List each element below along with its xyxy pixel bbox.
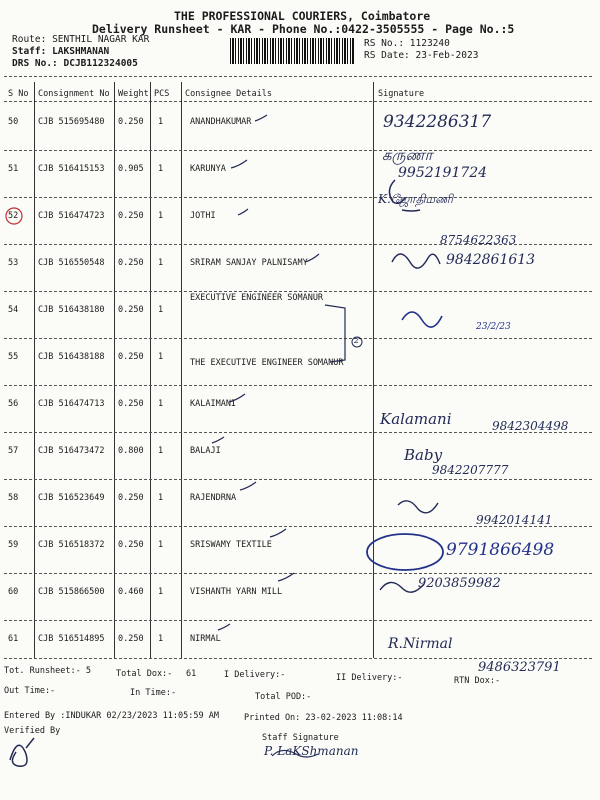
ii-delivery: II Delivery:- [336, 673, 403, 683]
row-weight: 0.250 [118, 634, 144, 644]
handwritten-date: 23/2/23 [476, 322, 511, 332]
col-consignee: Consignee Details [185, 89, 272, 99]
row-consignment: CJB 516438180 [38, 305, 105, 315]
handwritten-phone: 9842207777 [432, 463, 509, 477]
row-pcs: 1 [158, 399, 164, 409]
row-consignee: NIRMAL [190, 634, 221, 644]
rs-no-value: 1123240 [409, 38, 450, 49]
staff-signature-label: Staff Signature [262, 733, 339, 743]
footer-rule [4, 658, 592, 659]
col-sno: S No [8, 89, 29, 99]
handwritten-phone: 9203859982 [418, 576, 501, 591]
row-sno: 60 [8, 587, 19, 597]
handwritten-phone: 9342286317 [383, 112, 492, 132]
row-sno: 51 [8, 164, 19, 174]
row-consignee: KARUNYA [190, 164, 226, 174]
row-pcs: 1 [158, 446, 164, 456]
row-pcs: 1 [158, 540, 164, 550]
row-consignment: CJB 516438188 [38, 352, 105, 362]
total-dox-value: 61 [186, 669, 197, 679]
row-consignee: SRIRAM SANJAY PALNISAMY [190, 258, 308, 268]
handwritten-name: Kalamani [380, 410, 452, 428]
row-consignment: CJB 516474713 [38, 399, 105, 409]
row-weight: 0.250 [118, 117, 144, 127]
row-sno: 50 [8, 117, 19, 127]
row-weight: 0.460 [118, 587, 144, 597]
row-weight: 0.250 [118, 399, 144, 409]
row-sno: 56 [8, 399, 19, 409]
route-label: Route: [12, 34, 47, 45]
row-consignee: EXECUTIVE ENGINEER SOMANUR [190, 293, 324, 303]
row-weight: 0.250 [118, 493, 144, 503]
row-pcs: 1 [158, 493, 164, 503]
row-consignment: CJB 516415153 [38, 164, 105, 174]
row-sno: 57 [8, 446, 19, 456]
out-time: Out Time:- [4, 686, 56, 696]
handwritten-phone: 9486323791 [478, 660, 561, 675]
col-signature: Signature [378, 89, 425, 99]
handwritten-phone: 8754622363 [440, 233, 517, 247]
row-pcs: 1 [158, 634, 164, 644]
staff-value: LAKSHMANAN [52, 46, 110, 57]
row-pcs: 1 [158, 587, 164, 597]
staff-label: Staff: [12, 46, 47, 57]
col-weight: Weight [118, 89, 149, 99]
handwritten-phone: 9952191724 [398, 165, 488, 181]
printed-on: Printed On: 23-02-2023 11:08:14 [244, 713, 403, 723]
total-pod: Total POD:- [255, 692, 312, 702]
row-sno: 59 [8, 540, 19, 550]
handwritten-name: கருணா [382, 146, 433, 164]
row-weight: 0.250 [118, 211, 144, 221]
row-consignee: JOTHI [190, 211, 216, 221]
handwritten-name: R.Nirmal [388, 636, 453, 652]
row-pcs: 1 [158, 352, 164, 362]
row-pcs: 1 [158, 211, 164, 221]
row-pcs: 1 [158, 164, 164, 174]
bracket-note: 2 [354, 336, 360, 345]
row-consignment: CJB 515695480 [38, 117, 105, 127]
row-pcs: 1 [158, 258, 164, 268]
row-sno: 54 [8, 305, 19, 315]
row-sno: 53 [8, 258, 19, 268]
handwritten-name: Baby [404, 446, 443, 464]
row-weight: 0.905 [118, 164, 144, 174]
rs-no-label: RS No.: [364, 38, 405, 49]
row-consignment: CJB 516550548 [38, 258, 105, 268]
handwritten-phone: 9842861613 [446, 252, 536, 268]
row-weight: 0.800 [118, 446, 144, 456]
tot-runsheet: Tot. Runsheet:- 5 [4, 666, 91, 676]
col-pcs: PCS [154, 89, 170, 99]
handwritten-phone: 9842304498 [492, 419, 569, 433]
row-consignee: KALAIMANI [190, 399, 237, 409]
row-weight: 0.250 [118, 352, 144, 362]
row-consignee: ANANDHAKUMAR [190, 117, 252, 127]
drs-label: DRS No.: [12, 58, 58, 69]
rtn-dox: RTN Dox:- [454, 676, 501, 686]
row-sno: 58 [8, 493, 19, 503]
row-weight: 0.250 [118, 305, 144, 315]
row-consignment: CJB 515866500 [38, 587, 105, 597]
row-weight: 0.250 [118, 540, 144, 550]
row-sno: 61 [8, 634, 19, 644]
row-consignment: CJB 516523649 [38, 493, 105, 503]
route-value: SENTHIL NAGAR KAR [52, 34, 150, 45]
in-time: In Time:- [130, 688, 177, 698]
drs-value: DCJB112324005 [63, 58, 138, 69]
rs-date-value: 23-Feb-2023 [415, 50, 479, 61]
i-delivery: I Delivery:- [224, 670, 286, 680]
row-pcs: 1 [158, 305, 164, 315]
row-consignee: VISHANTH YARN MILL [190, 587, 283, 597]
row-pcs: 1 [158, 117, 164, 127]
row-consignee: SRISWAMY TEXTILE [190, 540, 272, 550]
row-consignee: THE EXECUTIVE ENGINEER SOMANUR [190, 358, 344, 368]
handwritten-phone: 9942014141 [476, 513, 553, 527]
row-weight: 0.250 [118, 258, 144, 268]
verified-by: Verified By [4, 726, 61, 736]
row-consignment: CJB 516514895 [38, 634, 105, 644]
row-consignee: BALAJI [190, 446, 221, 456]
row-sno: 55 [8, 352, 19, 362]
row-consignment: CJB 516518372 [38, 540, 105, 550]
row-sno: 52 [8, 211, 19, 221]
company-name: THE PROFESSIONAL COURIERS, Coimbatore [174, 9, 431, 23]
total-dox-label: Total Dox:- [116, 669, 173, 679]
row-consignee: RAJENDRNA [190, 493, 237, 503]
row-consignment: CJB 516473472 [38, 446, 105, 456]
row-consignment: CJB 516474723 [38, 211, 105, 221]
handwritten-name: K.ஜோதிமணி [378, 192, 453, 206]
rs-date-label: RS Date: [364, 50, 410, 61]
staff-signature: P. LaKShmanan [264, 744, 359, 758]
entered-by: Entered By :INDUKAR 02/23/2023 11:05:59 AM [4, 711, 219, 721]
runsheet-title: Delivery Runsheet - KAR - Phone No.:0422-3505555 - Page No.:5 [92, 22, 515, 36]
handwritten-phone: 9791866498 [446, 540, 555, 560]
col-consignment: Consignment No [38, 89, 110, 99]
